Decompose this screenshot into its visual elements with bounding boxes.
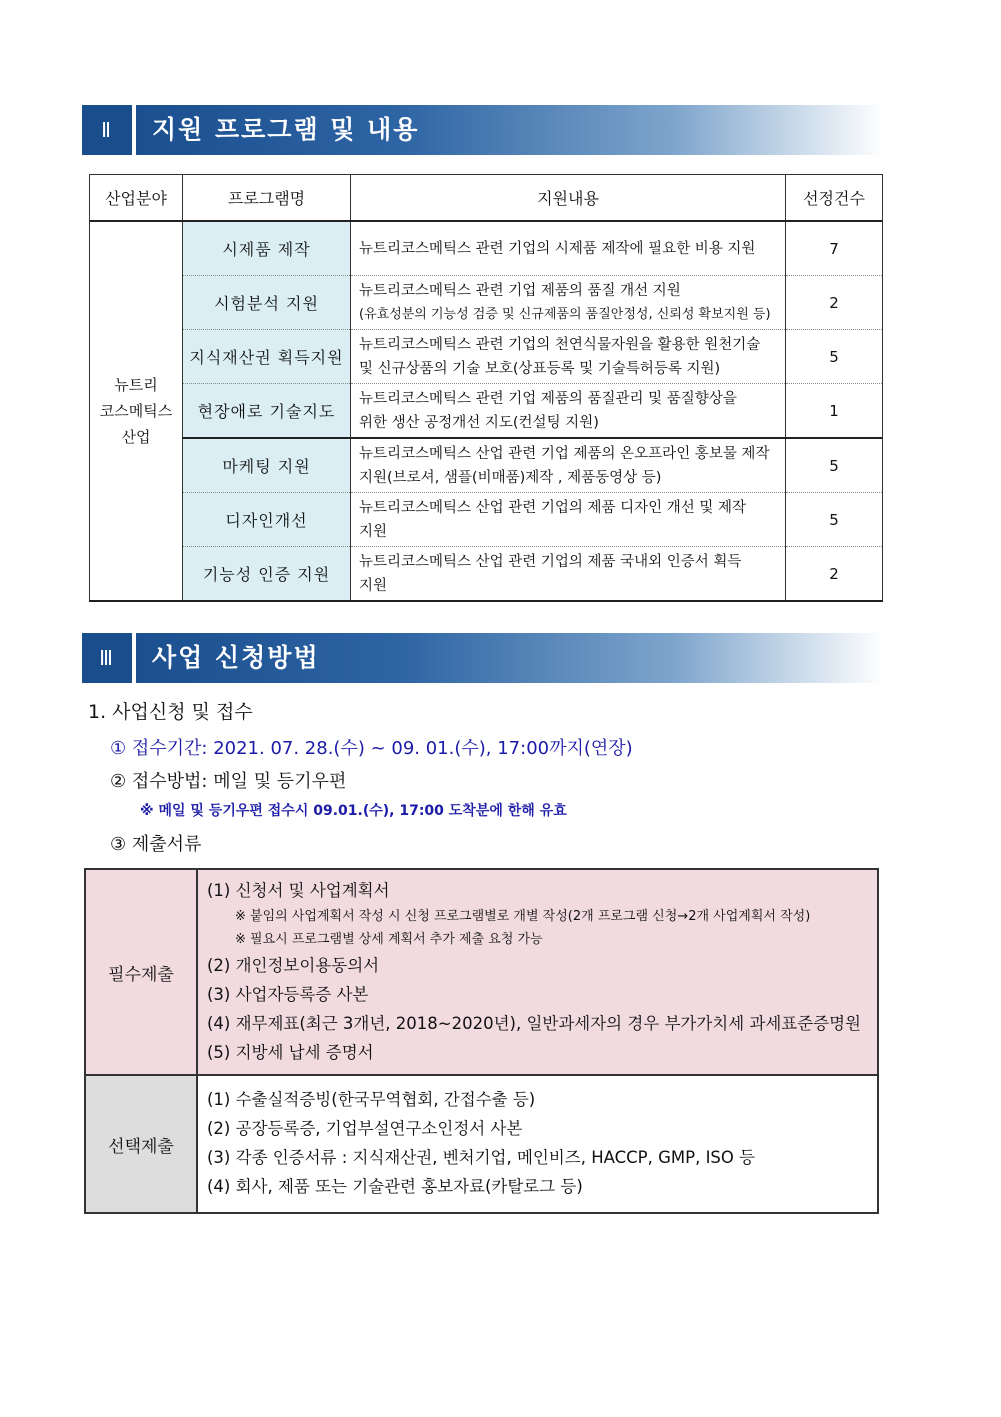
apply-method: ② 접수방법: 메일 및 등기우편	[110, 771, 347, 792]
content-line: 뉴트리코스메틱스 산업 관련 기업의 제품 디자인 개선 및 제작	[359, 499, 747, 516]
program-content	[351, 384, 786, 439]
optional-list	[197, 1075, 878, 1213]
field-line: 뉴트리	[114, 376, 158, 394]
program-name: 기능성 인증 지원	[183, 547, 351, 602]
program-name: 시제품 제작	[183, 221, 351, 276]
program-content	[351, 330, 786, 384]
program-content	[351, 547, 786, 602]
apply-heading: 1. 사업신청 및 접수	[88, 701, 253, 723]
content-line: 위한 생산 공정개선 지도(컨설팅 지원)	[359, 414, 599, 431]
table-row	[90, 547, 883, 602]
table-row	[90, 276, 883, 330]
document-item: (2) 공장등록증, 기업부설연구소인정서 사본	[207, 1119, 523, 1138]
section-number: Ⅱ	[82, 105, 132, 155]
document-item: (1) 수출실적증빙(한국무역협회, 간접수출 등)	[207, 1090, 536, 1109]
content-line: 뉴트리코스메틱스 관련 기업의 천연식물자원을 활용한 원천기술	[359, 336, 761, 353]
documents-table	[84, 868, 879, 1214]
industry-field-cell	[90, 221, 183, 601]
content-line: 뉴트리코스메틱스 산업 관련 기업의 제품 국내외 인증서 획득	[359, 553, 742, 570]
section-header-3	[82, 633, 884, 683]
program-name: 지식재산권 획득지원	[183, 330, 351, 384]
optional-row	[85, 1075, 878, 1213]
required-label: 필수제출	[85, 869, 197, 1075]
program-count: 5	[786, 330, 883, 384]
document-item: (3) 각종 인증서류 : 지식재산권, 벤처기업, 메인비즈, HACCP, GMP, ISO 등	[207, 1148, 756, 1167]
program-name: 현장애로 기술지도	[183, 384, 351, 439]
program-name: 디자인개선	[183, 493, 351, 547]
header-program: 프로그램명	[183, 175, 351, 222]
content-line: 뉴트리코스메틱스 산업 관련 기업 제품의 온오프라인 홍보물 제작	[359, 445, 770, 462]
content-line: 및 신규상품의 기술 보호(상표등록 및 기술특허등록 지원)	[359, 360, 721, 377]
required-row	[85, 869, 878, 1075]
content-line: 지원	[359, 577, 388, 594]
header-count: 선정건수	[786, 175, 883, 222]
document-item: (5) 지방세 납세 증명서	[207, 1043, 374, 1062]
header-content: 지원내용	[351, 175, 786, 222]
content-line: (유효성분의 기능성 검증 및 신규제품의 품질안정성, 신뢰성 확보지원 등)	[359, 306, 771, 322]
table-row	[90, 384, 883, 439]
document-item: (4) 재무제표(최근 3개년, 2018~2020년), 일반과세자의 경우 부가가치세 과세표준증명원	[207, 1014, 861, 1033]
program-table	[89, 174, 883, 602]
program-count: 5	[786, 438, 883, 493]
apply-note: ※ 메일 및 등기우편 접수시 09.01.(수), 17:00 도착분에 한해 유효	[140, 803, 567, 819]
table-header-row	[90, 175, 883, 222]
program-content	[351, 438, 786, 493]
program-content	[351, 276, 786, 330]
section-title: 지원 프로그램 및 내용	[152, 115, 420, 144]
section-title: 사업 신청방법	[152, 643, 320, 672]
document-item: (3) 사업자등록증 사본	[207, 985, 369, 1004]
program-count: 2	[786, 547, 883, 602]
document-note: ※ 필요시 프로그램별 상세 계획서 추가 제출 요청 가능	[235, 932, 543, 947]
required-list	[197, 869, 878, 1075]
content-line: 뉴트리코스메틱스 관련 기업 제품의 품질관리 및 품질향상을	[359, 390, 737, 407]
program-name: 시험분석 지원	[183, 276, 351, 330]
header-field: 산업분야	[90, 175, 183, 222]
program-count: 2	[786, 276, 883, 330]
document-item: (1) 신청서 및 사업계획서	[207, 881, 390, 900]
optional-label: 선택제출	[85, 1075, 197, 1213]
document-item: (4) 회사, 제품 또는 기술관련 홍보자료(카탈로그 등)	[207, 1177, 583, 1196]
program-count: 1	[786, 384, 883, 439]
apply-documents-heading: ③ 제출서류	[110, 834, 202, 855]
document-note: ※ 붙임의 사업계획서 작성 시 신청 프로그램별로 개별 작성(2개 프로그램 신청→2개 사업계획서 작성)	[235, 909, 811, 924]
document-item: (2) 개인정보이용동의서	[207, 956, 380, 975]
program-count: 5	[786, 493, 883, 547]
section-number: Ⅲ	[82, 633, 132, 683]
content-line: 뉴트리코스메틱스 관련 기업 제품의 품질 개선 지원	[359, 282, 681, 299]
table-row	[90, 330, 883, 384]
content-line: 뉴트리코스메틱스 관련 기업의 시제품 제작에 필요한 비용 지원	[359, 240, 756, 257]
table-row	[90, 438, 883, 493]
table-row	[90, 221, 883, 276]
program-count: 7	[786, 221, 883, 276]
content-line: 지원	[359, 523, 388, 540]
field-line: 산업	[121, 428, 151, 446]
content-line: 지원(브로셔, 샘플(비매품)제작 , 제품동영상 등)	[359, 469, 662, 486]
apply-period: ① 접수기간: 2021. 07. 28.(수) ~ 09. 01.(수), 17:00까지(연장)	[110, 738, 633, 759]
field-line: 코스메틱스	[99, 402, 173, 420]
program-content	[351, 493, 786, 547]
program-content	[351, 221, 786, 276]
table-row	[90, 493, 883, 547]
program-name: 마케팅 지원	[183, 438, 351, 493]
section-header-2	[82, 105, 884, 155]
